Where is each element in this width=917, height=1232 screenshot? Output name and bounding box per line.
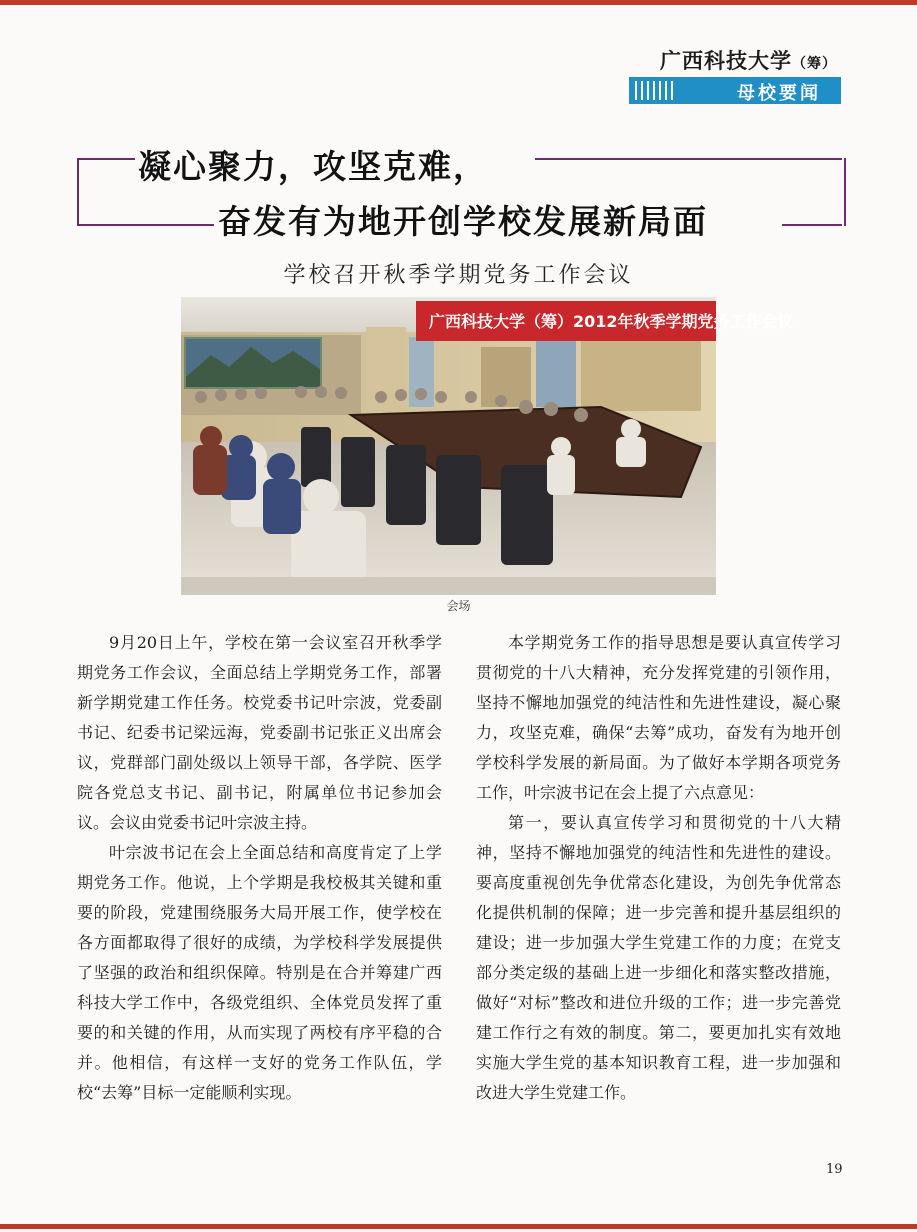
title-frame-rule bbox=[535, 158, 842, 160]
title-frame-rule bbox=[782, 224, 842, 226]
photo-caption: 会场 bbox=[446, 599, 471, 613]
body-paragraph: 9月20日上午，学校在第一会议室召开秋季学期党务工作会议，全面总结上学期党务工作，部署新学期党建工作任务。校党委书记叶宗波，党委副书记、纪委书记梁远海，党委副书记张正义出席会议，党群部门副处级以上领导干部，各学院、医学院各党总支书记、副书记，附属单位书记参加会议。会议由党委书记叶宗波主持。 bbox=[77, 633, 442, 832]
meeting-photo bbox=[181, 297, 794, 595]
title-frame-rule bbox=[77, 224, 214, 226]
body-paragraph: 第一，要认真宣传学习和贯彻党的十八大精神，坚持不懈地加强党的纯洁性和先进性的建设。要高度重视创先争优常态化建设，为创先争优常态化提供机制的保障；进一步完善和提升基层组织的建设；进一步加强大学生党建工作的力度；在党支部分类定级的基础上进一步细化和落实整改措施，做好“对标”整改和进位升级的工作；进一步完善党建工作行之有效的制度。第二，要更加扎实有效地实施大学生党的基本知识教育工程，进一步加强和改进大学生党建工作。 bbox=[476, 813, 841, 1102]
title-frame-rule bbox=[77, 158, 135, 160]
stripe-decoration bbox=[635, 81, 675, 100]
body-column-left bbox=[77, 628, 442, 1108]
body-paragraph: 叶宗波书记在会上全面总结和高度肯定了上学期党务工作。他说，上个学期是我校极其关键和重要的阶段，党建围绕服务大局开展工作，使学校在各方面都取得了很好的成绩，为学校科学发展提供了坚强的政治和组织保障。特别是在合并筹建广西科技大学工作中，各级党组织、全体党员发挥了重要的和关键的作用，从而实现了两校有序平稳的合并。他相信，有这样一支好的党务工作队伍，学校“去筹”目标一定能顺利实现。 bbox=[77, 843, 442, 1102]
masthead bbox=[660, 45, 837, 75]
meeting-room-illustration bbox=[181, 297, 794, 595]
page-number: 19 bbox=[826, 1162, 843, 1177]
photo-banner-text: 广西科技大学（筹）2012年秋季学期党务工作会议 bbox=[429, 312, 794, 331]
article-title-line-1: 凝心聚力，攻坚克难， bbox=[138, 147, 488, 186]
body-column-right bbox=[476, 628, 841, 1108]
article-subtitle: 学校召开秋季学期党务工作会议 bbox=[283, 263, 634, 288]
school-name: 广西科技大学（筹） bbox=[660, 48, 837, 73]
body-paragraph: 本学期党务工作的指导思想是要认真宣传学习贯彻党的十八大精神，充分发挥党建的引领作用，坚持不懈地加强党的纯洁性和先进性建设，凝心聚力，攻坚克难，确保“去筹”成功，奋发有为地开创学校科学发展的新局面。为了做好本学期各项党务工作，叶宗波书记在会上提了六点意见： bbox=[476, 633, 841, 802]
top-rule bbox=[0, 0, 917, 5]
article-title-line-2: 奋发有为地开创学校发展新局面 bbox=[218, 202, 708, 241]
section-bar bbox=[629, 77, 841, 104]
bottom-rule bbox=[0, 1224, 917, 1229]
section-label: 母校要闻 bbox=[737, 83, 821, 104]
